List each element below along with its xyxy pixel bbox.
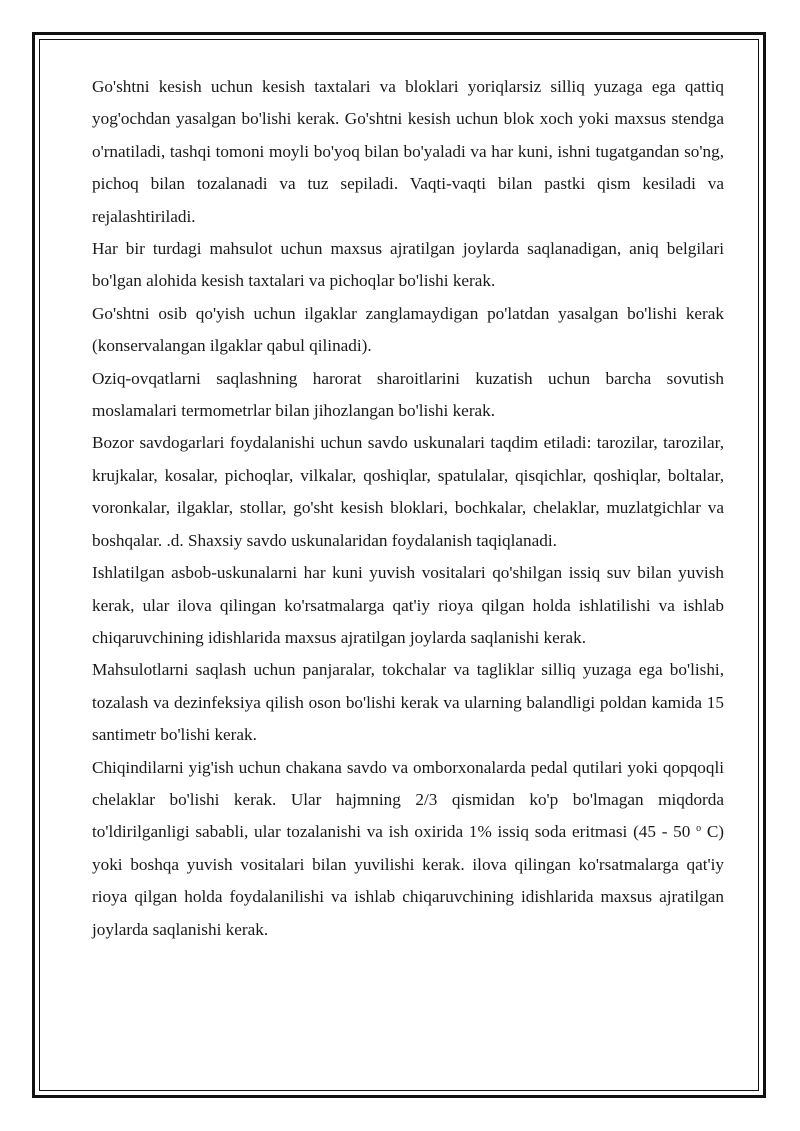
paragraph-waste-collection [92, 752, 724, 946]
waste-text-before: Chiqindilarni yig'ish uchun chakana savdo va omborxonalarda pedal qutilari yoki qopqoqli chelaklar bo'lishi kerak. Ular hajmning 2/3 qismidan ko'p bo'lmagan miqdorda to'ldirilganligi sababli, ular tozalanishi va ish oxirida 1% issiq soda eritmasi (45 - 50 [92, 757, 724, 842]
paragraph-cutting-boards: Go'shtni kesish uchun kesish taxtalari va bloklari yoriqlarsiz silliq yuzaga ega qattiq yog'ochdan yasalgan bo'lishi kerak. Go'shtni kesish uchun blok xoch yoki maxsus stendga o'rnatiladi, tashqi tomoni moyli bo'yoq bilan bo'yaladi va har kuni, ishni tugatgandan so'ng, pichoq bilan tozalanadi va tuz sepiladi. Vaqti-vaqti bilan pastki qism kesiladi va rejalashtiriladi. [92, 77, 724, 226]
paragraph-storage-racks: Mahsulotlarni saqlash uchun panjaralar, tokchalar va tagliklar silliq yuzaga ega bo'lishi, tozalash va dezinfeksiya qilish oson bo'lishi kerak va ularning balandligi poldan kamida 15 santimetr bo'lishi kerak. [92, 660, 724, 745]
paragraph-separate-boards: Har bir turdagi mahsulot uchun maxsus ajratilgan joylarda saqlanadigan, aniq belgilari bo'lgan alohida kesish taxtalari va pichoqlar bo'lishi kerak. [92, 239, 724, 291]
paragraph-thermometers: Oziq-ovqatlarni saqlashning harorat sharoitlarini kuzatish uchun barcha sovutish moslamalari termometrlar bilan jihozlangan bo'lishi kerak. [92, 368, 724, 421]
paragraph-washing-equipment: Ishlatilgan asbob-uskunalarni har kuni yuvish vositalari qo'shilgan issiq suv bilan yuvish kerak, ular ilova qilingan ko'rsatmalarga qat'iy rioya qilgan holda ishlatilishi va ishlab chiqaruvchining idishlarida maxsus ajratilgan joylarda saqlanishi kerak. [92, 563, 724, 647]
degree-sign: o [696, 823, 702, 835]
paragraph-trade-equipment: Bozor savdogarlari foydalanishi uchun savdo uskunalari taqdim etiladi: tarozilar, tarozilar, krujkalar, kosalar, pichoqlar, vilkalar, qoshiqlar, spatulalar, qisqichlar, qoshiqlar, boltalar, voronkalar, ilgaklar, stollar, go'sht kesish bloklari, bochkalar, chelaklar, muzlatgichlar va boshqalar. .d. Shaxsiy savdo uskunalaridan foydalanish taqiqlanadi. [92, 433, 724, 550]
waste-text-after: C) yoki boshqa yuvish vositalari bilan yuvilishi kerak. ilova qilingan ko'rsatmalarga qat'iy rioya qilgan holda foydalanilishi va ishlab chiqaruvchining idishlarida maxsus ajratilgan joylarda saqlanishi kerak. [92, 822, 725, 939]
paragraph-meat-hooks: Go'shtni osib qo'yish uchun ilgaklar zanglamaydigan po'latdan yasalgan bo'lishi kerak (konservalangan ilgaklar qabul qilinadi). [92, 303, 724, 356]
document-body [92, 71, 724, 946]
